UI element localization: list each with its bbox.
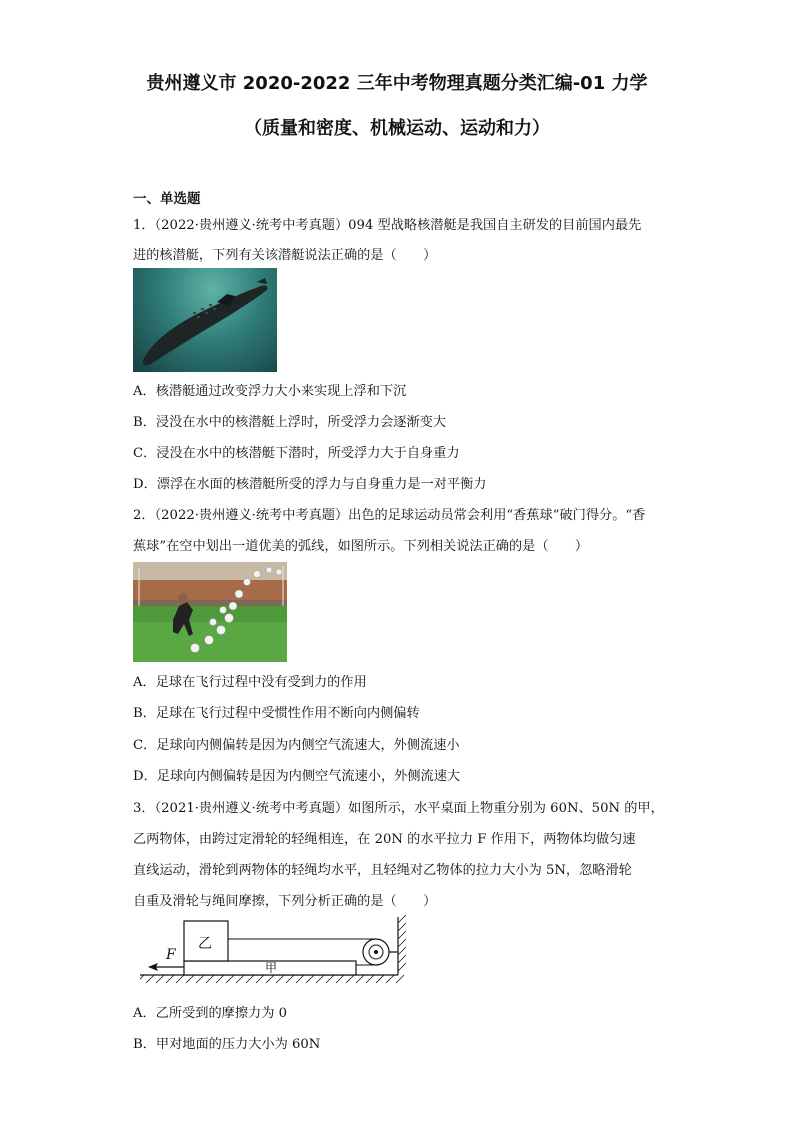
question-1-option-d: D．漂浮在水面的核潜艇所受的浮力与自身重力是一对平衡力 <box>133 477 487 492</box>
question-3-stem-line1: 3．（2021·贵州遵义·统考中考真题）如图所示，水平桌面上物重分别为 60N、50N 的甲， <box>133 801 664 816</box>
block-jia-label: 甲 <box>265 961 278 975</box>
question-3-stem-line2: 乙两物体，由跨过定滑轮的轻绳相连，在 20N 的水平拉力 F 作用下，两物体均做匀速 <box>133 832 636 847</box>
force-label: F <box>166 947 176 963</box>
question-2-option-c: C．足球向内侧偏转是因为内侧空气流速大，外侧流速小 <box>133 738 460 753</box>
question-1-stem-line2: 进的核潜艇，下列有关该潜艇说法正确的是（ ） <box>133 248 437 263</box>
football-image <box>133 562 287 662</box>
question-1-option-a: A．核潜艇通过改变浮力大小来实现上浮和下沉 <box>133 384 407 399</box>
page-subtitle: （质量和密度、机械运动、运动和力） <box>244 118 550 139</box>
question-1-option-c: C．浸没在水中的核潜艇下潜时，所受浮力大于自身重力 <box>133 446 460 461</box>
section-heading: 一、单选题 <box>133 191 201 207</box>
question-3-stem-line4: 自重及滑轮与绳间摩擦，下列分析正确的是（ ） <box>133 894 437 909</box>
question-2-stem-line1: 2．（2022·贵州遵义·统考中考真题）出色的足球运动员常会利用“香蕉球”破门得分。“香 <box>133 508 646 523</box>
page-title: 贵州遵义市 2020-2022 三年中考物理真题分类汇编-01 力学 <box>146 73 648 94</box>
pulley-diagram <box>140 915 410 987</box>
question-1-stem-line1: 1．（2022·贵州遵义·统考中考真题）094 型战略核潜艇是我国自主研发的目前国内最先 <box>133 218 642 233</box>
question-3-stem-line3: 直线运动，滑轮到两物体的轻绳均水平，且轻绳对乙物体的拉力大小为 5N，忽略滑轮 <box>133 863 632 878</box>
question-2-option-a: A．足球在飞行过程中没有受到力的作用 <box>133 675 367 690</box>
block-yi-label: 乙 <box>198 936 212 952</box>
submarine-image <box>133 268 277 372</box>
question-3-option-a: A．乙所受到的摩擦力为 0 <box>133 1006 287 1021</box>
question-1-option-b: B．浸没在水中的核潜艇上浮时，所受浮力会逐渐变大 <box>133 415 447 430</box>
question-2-option-b: B．足球在飞行过程中受惯性作用不断向内侧偏转 <box>133 706 420 721</box>
question-2-option-d: D．足球向内侧偏转是因为内侧空气流速小，外侧流速大 <box>133 769 461 784</box>
question-2-stem-line2: 蕉球”在空中划出一道优美的弧线，如图所示。下列相关说法正确的是（ ） <box>133 539 589 554</box>
question-3-option-b: B．甲对地面的压力大小为 60N <box>133 1037 321 1052</box>
